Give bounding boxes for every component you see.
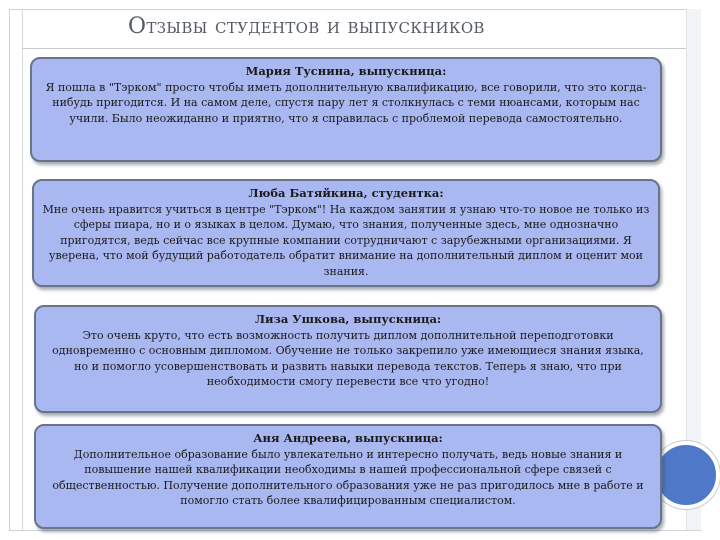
reviewer-name: Лиза Ушкова, выпускница:: [254, 312, 442, 326]
slide-title: Отзывы студентов и выпускников: [128, 14, 485, 39]
decorative-circle: [652, 441, 720, 509]
review-card-2: [32, 179, 660, 287]
review-card-1: [30, 57, 662, 162]
review-text: Дополнительное образование было увлекательно и интересно получать, ведь новые знания и повышение нашей квалификации необходимы в нашей профессиональной сфере связей с общественностью. Получение дополнительного образования уже не раз пригодилось мне в работе и помогло стать более квалифицированным специалистом.: [52, 447, 644, 507]
review-text: Мне очень нравится учиться в центре "Тэрком"! На каждом занятии я узнаю что-то новое не только из сферы пиара, но и о языках в целом. Думаю, что знания, полученные здесь, мне однозначно пригодятся, ведь сейчас все крупные компании сотрудничают с зарубежными организациями. Я уверена, что мой будущий работодатель обратит внимание на дополнительный диплом и оценит мои знания.: [42, 202, 650, 278]
reviewer-name: Мария Туснина, выпускница:: [245, 64, 447, 78]
title-divider: [22, 48, 686, 49]
reviewer-name: Люба Батяйкина, студентка:: [248, 186, 444, 200]
left-vertical-rule: [22, 9, 23, 530]
review-card-4: [34, 424, 662, 529]
reviewer-name: Аня Андреева, выпускница:: [253, 431, 443, 445]
review-card-3: [34, 305, 662, 413]
review-text: Я пошла в "Тэрком" просто чтобы иметь дополнительную квалификацию, все говорили, что это когда-нибудь пригодится. И на самом деле, спустя пару лет я столкнулась с теми нюансами, которым нас учили. Было неожиданно и приятно, что я справилась с проблемой перевода самостоятельно.: [45, 80, 647, 125]
review-text: Это очень круто, что есть возможность получить диплом дополнительной переподготовки одновременно с основным дипломом. Обучение не только закрепило уже имеющиеся знания языка, но и помогло усовершенствовать и развить навыки перевода текстов. Теперь я знаю, что при необходимости смогу перевести все что угодно!: [52, 328, 644, 388]
